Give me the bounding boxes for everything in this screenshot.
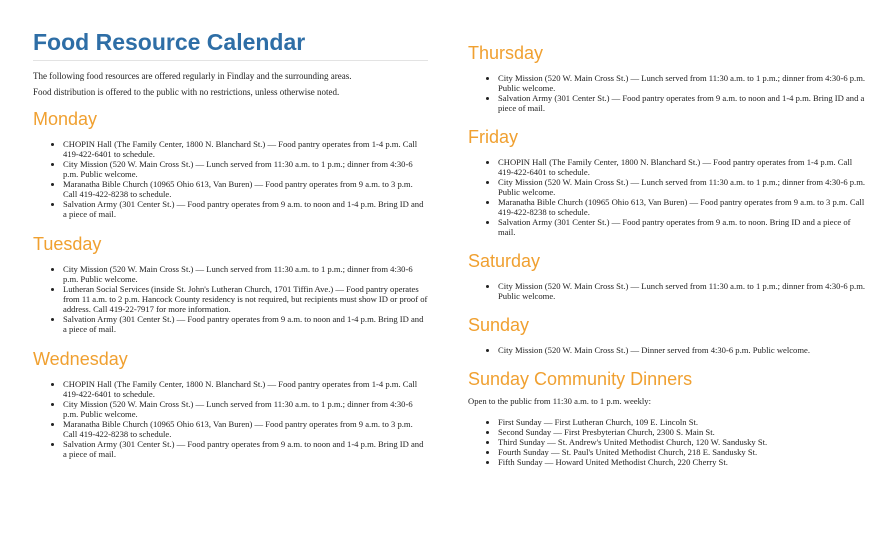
list-item: • First Sunday — First Lutheran Church, 109 E. Lincoln St. — [498, 417, 868, 427]
list-item: • Maranatha Bible Church (10965 Ohio 613, Van Buren) — Food pantry operates from 9 a.m. to 3 p.m. Call 419-422-8238 to schedule. — [498, 197, 868, 217]
list-item: • City Mission (520 W. Main Cross St.) — Lunch served from 11:30 a.m. to 1 p.m.; dinner from 4:30-6 p.m. Public welcome. — [498, 73, 868, 93]
list-item: • Third Sunday — St. Andrew's United Methodist Church, 120 W. Sandusky St. — [498, 437, 868, 447]
list-item: • Salvation Army (301 Center St.) — Food pantry operates from 9 a.m. to noon and 1-4 p.m. Bring ID and a piece of mail. — [63, 199, 428, 219]
left-column — [33, 0, 428, 459]
list-wednesday — [33, 379, 428, 459]
list-item: • Maranatha Bible Church (10965 Ohio 613, Van Buren) — Food pantry operates from 9 a.m. to 3 p.m. Call 419-422-8238 to schedule. — [63, 179, 428, 199]
community-dinners-note: Open to the public from 11:30 a.m. to 1 p.m. weekly: — [468, 396, 651, 406]
list-thursday — [468, 73, 868, 113]
list-item: • City Mission (520 W. Main Cross St.) — Lunch served from 11:30 a.m. to 1 p.m.; dinner from 4:30-6 p.m. Public welcome. — [63, 159, 428, 179]
list-item: • CHOPIN Hall (The Family Center, 1800 N. Blanchard St.) — Food pantry operates from 1-4 p.m. Call 419-422-6401 to schedule. — [63, 139, 428, 159]
heading-community-dinners: Sunday Community Dinners — [468, 369, 693, 389]
heading-monday: Monday — [33, 109, 98, 129]
heading-thursday: Thursday — [468, 43, 544, 63]
list-item: • Fifth Sunday — Howard United Methodist Church, 220 Cherry St. — [498, 457, 868, 467]
list-item: • Maranatha Bible Church (10965 Ohio 613, Van Buren) — Food pantry operates from 9 a.m. to 3 p.m. Call 419-422-8238 to schedule. — [63, 419, 428, 439]
heading-saturday: Saturday — [468, 251, 541, 271]
list-item: • City Mission (520 W. Main Cross St.) — Lunch served from 11:30 a.m. to 1 p.m.; dinner from 4:30-6 p.m. Public welcome. — [498, 177, 868, 197]
list-tuesday — [33, 264, 428, 334]
right-column — [468, 0, 868, 467]
heading-tuesday: Tuesday — [33, 234, 102, 254]
list-sunday — [468, 345, 868, 355]
list-saturday — [468, 281, 868, 301]
list-item: • Second Sunday — First Presbyterian Church, 2300 S. Main St. — [498, 427, 868, 437]
intro-text: The following food resources are offered regularly in Findlay and the surrounding areas. — [33, 71, 352, 81]
list-item: • CHOPIN Hall (The Family Center, 1800 N. Blanchard St.) — Food pantry operates from 1-4 p.m. Call 419-422-6401 to schedule. — [63, 379, 428, 399]
list-item: • Salvation Army (301 Center St.) — Food pantry operates from 9 a.m. to noon. Bring ID and a piece of mail. — [498, 217, 868, 237]
list-friday — [468, 157, 868, 237]
list-item: • City Mission (520 W. Main Cross St.) — Lunch served from 11:30 a.m. to 1 p.m.; dinner from 4:30-6 p.m. Public welcome. — [63, 399, 428, 419]
list-community-dinners — [468, 417, 868, 467]
list-item: • City Mission (520 W. Main Cross St.) — Lunch served from 11:30 a.m. to 1 p.m.; dinner from 4:30-6 p.m. Public welcome. — [63, 264, 428, 284]
list-item: • Salvation Army (301 Center St.) — Food pantry operates from 9 a.m. to noon and 1-4 p.m. Bring ID and a piece of mail. — [498, 93, 868, 113]
list-item: • Fourth Sunday — St. Paul's United Methodist Church, 218 E. Sandusky St. — [498, 447, 868, 457]
heading-sunday: Sunday — [468, 315, 530, 335]
list-item: • CHOPIN Hall (The Family Center, 1800 N. Blanchard St.) — Food pantry operates from 1-4 p.m. Call 419-422-6401 to schedule. — [498, 157, 868, 177]
intro-text: Food distribution is offered to the public with no restrictions, unless otherwise noted. — [33, 87, 340, 97]
list-item: • City Mission (520 W. Main Cross St.) — Dinner served from 4:30-6 p.m. Public welcome. — [498, 345, 868, 355]
heading-friday: Friday — [468, 127, 519, 147]
list-item: • Salvation Army (301 Center St.) — Food pantry operates from 9 a.m. to noon and 1-4 p.m. Bring ID and a piece of mail. — [63, 439, 428, 459]
list-item: • City Mission (520 W. Main Cross St.) — Lunch served from 11:30 a.m. to 1 p.m.; dinner from 4:30-6 p.m. Public welcome. — [498, 281, 868, 301]
heading-wednesday: Wednesday — [33, 349, 128, 369]
list-item: • Lutheran Social Services (inside St. John's Lutheran Church, 1701 Tiffin Ave.) — Food pantry operates from 11 a.m. to 2 p.m. Hancock County residency is not required, but recipients must show ID or proof of address. Call 419-22-7917 for more information. — [63, 284, 428, 314]
page-title: Food Resource Calendar — [33, 30, 428, 61]
list-monday — [33, 139, 428, 219]
list-item: • Salvation Army (301 Center St.) — Food pantry operates from 9 a.m. to noon and 1-4 p.m. Bring ID and a piece of mail. — [63, 314, 428, 334]
